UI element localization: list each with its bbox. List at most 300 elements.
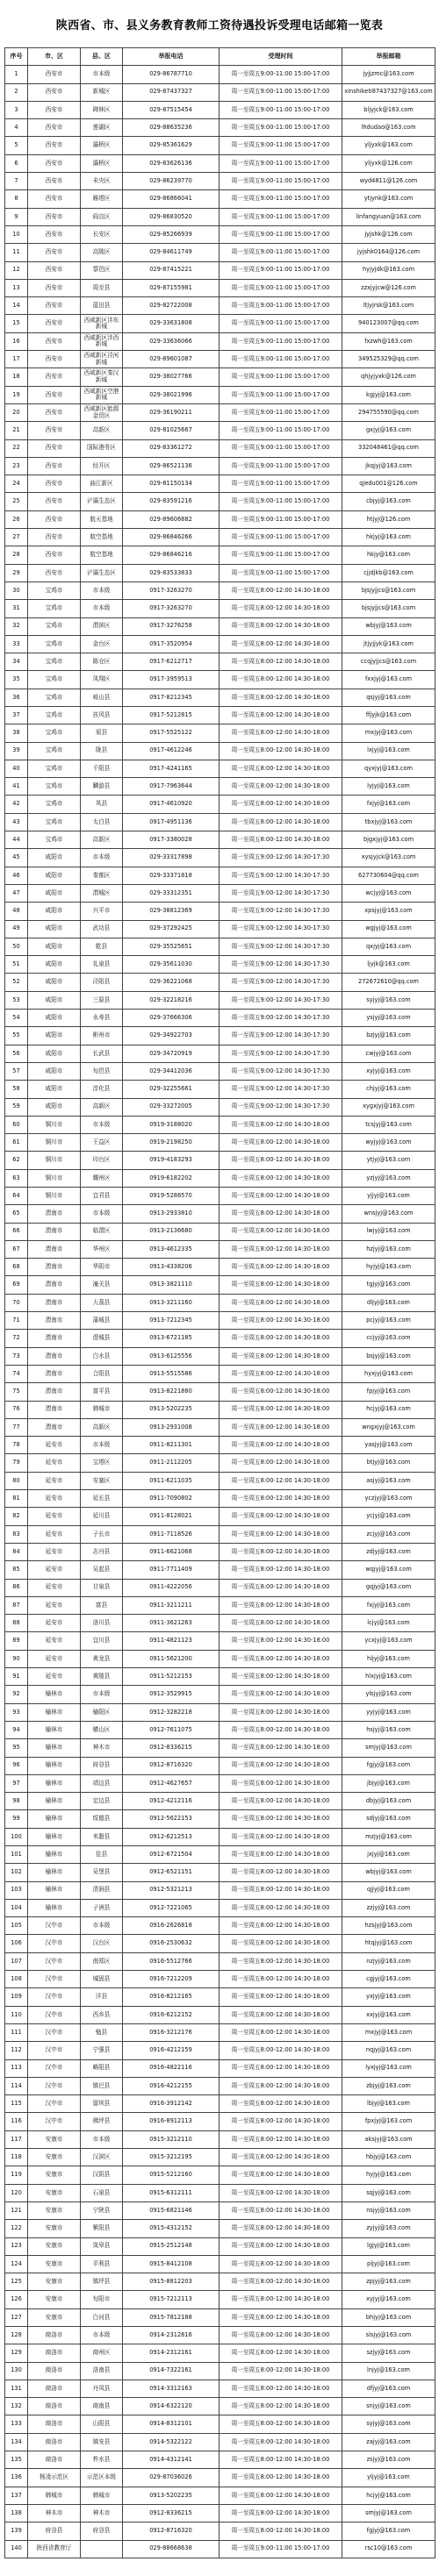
row-hours: 周一至周五8:00-12:00 14:30-18:00 <box>220 1793 342 1810</box>
table-row <box>5 475 435 493</box>
row-district: 佛坪县 <box>81 2113 123 2130</box>
row-district: 高新区 <box>81 1418 123 1436</box>
row-phone: 0917-4610920 <box>123 796 220 813</box>
row-email: hyjyj@163.com <box>342 1259 435 1276</box>
row-district: 长安区 <box>81 225 123 243</box>
table-row <box>5 671 435 689</box>
row-index: 4 <box>5 119 28 137</box>
row-email: bzjyj@163.com <box>342 1027 435 1045</box>
row-hours: 周一至周五8:00-12:00 14:30-18:00 <box>220 1632 342 1650</box>
row-email: bljyjck@163.com <box>342 101 435 118</box>
row-index: 28 <box>5 546 28 564</box>
row-phone: 0913-5202235 <box>123 2487 220 2504</box>
row-index: 98 <box>5 1793 28 1810</box>
row-district: 安塞区 <box>81 1472 123 1489</box>
row-index: 133 <box>5 2415 28 2433</box>
row-city: 安康市 <box>28 2201 81 2219</box>
row-index: 38 <box>5 724 28 742</box>
row-phone: 0915-7812188 <box>123 2308 220 2326</box>
row-phone: 029-81150134 <box>123 475 220 493</box>
row-city: 渭南市 <box>28 1312 81 1330</box>
row-district: 子长市 <box>81 1525 123 1543</box>
row-district <box>81 2540 123 2558</box>
table-row <box>5 1757 435 1774</box>
row-phone: 0911-6621068 <box>123 1543 220 1560</box>
row-hours: 周一至周五9:00-11:00 15:00-17:00 <box>220 154 342 172</box>
table-row <box>5 244 435 261</box>
table-row <box>5 510 435 528</box>
row-email: ysjyj@163.com <box>342 1010 435 1027</box>
row-email: syjyj@163.com <box>342 2415 435 2433</box>
row-phone: 029-89606882 <box>123 510 220 528</box>
row-index: 77 <box>5 1418 28 1436</box>
row-city: 汉中市 <box>28 2113 81 2130</box>
row-phone: 0911-3211211 <box>123 1596 220 1614</box>
row-email: slsjyj@163.com <box>342 2327 435 2344</box>
row-phone: 0912-3529915 <box>123 1686 220 1703</box>
row-index: 120 <box>5 2184 28 2201</box>
row-index: 23 <box>5 457 28 475</box>
row-hours: 周一至周五8:00-12:00 14:30-18:00 <box>220 1828 342 1845</box>
row-city: 渭南市 <box>28 1330 81 1347</box>
row-city: 汉中市 <box>28 2006 81 2023</box>
row-district: 西咸新区沣西新城 <box>81 332 123 350</box>
table-row <box>5 689 435 706</box>
row-district: 眉县 <box>81 724 123 742</box>
row-district: 华州区 <box>81 1240 123 1258</box>
row-index: 55 <box>5 1027 28 1045</box>
row-phone: 0916-4212155 <box>123 2077 220 2094</box>
table-row <box>5 1793 435 1810</box>
table-row <box>5 2308 435 2326</box>
row-phone: 0913-6721185 <box>123 1330 220 1347</box>
row-index: 44 <box>5 831 28 849</box>
row-email: bjsjyjjcs@163.com <box>342 600 435 617</box>
row-email: wcjyj@163.com <box>342 884 435 902</box>
row-email: xyjyj@163.com <box>342 2291 435 2308</box>
row-district: 镇安县 <box>81 2433 123 2451</box>
table-row <box>5 582 435 599</box>
row-hours: 周一至周五8:00-12:00 14:30-18:00 <box>220 760 342 777</box>
row-city: 咸阳市 <box>28 1010 81 1027</box>
row-city: 安康市 <box>28 2273 81 2291</box>
row-index: 39 <box>5 742 28 760</box>
row-hours: 周一至周五8:00-12:00 14:30-18:00 <box>220 813 342 831</box>
row-district: 白水县 <box>81 1347 123 1365</box>
row-hours: 周一至周五8:00-12:00 14:30-18:00 <box>220 1472 342 1489</box>
row-email: qsjyj@163.com <box>342 689 435 706</box>
table-row <box>5 2522 435 2540</box>
row-email: hkjy@163.com <box>342 546 435 564</box>
row-index: 110 <box>5 2006 28 2023</box>
row-city: 榆林市 <box>28 1774 81 1792</box>
table-row <box>5 1668 435 1686</box>
row-district: 神木市 <box>81 2504 123 2522</box>
row-email: dbjyj@163.com <box>342 1793 435 1810</box>
row-city: 安康市 <box>28 2166 81 2184</box>
row-district: 彬州市 <box>81 1027 123 1045</box>
row-phone: 0916-6212152 <box>123 2006 220 2023</box>
row-city: 延安市 <box>28 1490 81 1508</box>
row-city: 商洛市 <box>28 2398 81 2415</box>
row-email: yljyxk@163.com <box>342 137 435 154</box>
row-hours: 周一至周五9:00-11:00 15:00-17:00 <box>220 279 342 296</box>
table-row <box>5 154 435 172</box>
row-index: 105 <box>5 1917 28 1935</box>
row-city: 咸阳市 <box>28 1062 81 1080</box>
table-row <box>5 1259 435 1276</box>
row-email: szjyj@163.com <box>342 2344 435 2362</box>
row-city: 汉中市 <box>28 2059 81 2077</box>
row-index: 7 <box>5 173 28 190</box>
row-email: nsjyj@163.com <box>342 2201 435 2219</box>
row-phone: 029-88635236 <box>123 119 220 137</box>
row-index: 22 <box>5 439 28 457</box>
row-index: 1 <box>5 66 28 83</box>
row-hours: 周一至周五8:00-12:00 14:30-18:00 <box>220 2487 342 2504</box>
table-row <box>5 83 435 101</box>
row-hours: 周一至周五8:00-12:00 14:30-18:00 <box>220 2362 342 2380</box>
row-hours: 周一至周五8:00-12:00 14:30-18:00 <box>220 1223 342 1240</box>
row-index: 42 <box>5 796 28 813</box>
table-row <box>5 1134 435 1152</box>
row-phone: 029-37292425 <box>123 920 220 938</box>
table-row <box>5 2380 435 2397</box>
row-district: 陇县 <box>81 742 123 760</box>
row-phone: 029-83533833 <box>123 564 220 582</box>
row-email: 272672610@qq.com <box>342 974 435 991</box>
row-city: 渭南市 <box>28 1294 81 1311</box>
table-row <box>5 1561 435 1579</box>
table-row <box>5 884 435 902</box>
row-phone: 0914-3312163 <box>123 2380 220 2397</box>
row-hours: 周一至周五9:00-11:00 15:00-17:00 <box>220 173 342 190</box>
row-email: fxjyj@163.com <box>342 796 435 813</box>
table-row <box>5 2059 435 2077</box>
row-email: snjyj@163.com <box>342 2398 435 2415</box>
row-hours: 周一至周五8:00-12:00 14:30-18:00 <box>220 1988 342 2006</box>
row-district: 市本级 <box>81 849 123 867</box>
row-index: 3 <box>5 101 28 118</box>
row-hours: 周一至周五8:00-12:00 14:30-18:00 <box>220 1259 342 1276</box>
row-phone: 0912-6521151 <box>123 1864 220 1881</box>
row-email: fxjyj@163.com <box>342 1596 435 1614</box>
row-phone: 0915-8412108 <box>123 2255 220 2273</box>
row-phone: 0916-4212159 <box>123 2042 220 2059</box>
row-district: 商南县 <box>81 2398 123 2415</box>
row-district: 清涧县 <box>81 1881 123 1899</box>
row-phone: 0917-3263270 <box>123 600 220 617</box>
table-row <box>5 1703 435 1721</box>
row-city: 咸阳市 <box>28 867 81 884</box>
row-district: 岐山县 <box>81 689 123 706</box>
row-index: 47 <box>5 884 28 902</box>
row-index: 73 <box>5 1347 28 1365</box>
table-row <box>5 1971 435 1988</box>
row-city: 杨凌示范区 <box>28 2469 81 2487</box>
row-district: 黄龙县 <box>81 1650 123 1667</box>
table-row <box>5 279 435 296</box>
table-row <box>5 1881 435 1899</box>
row-hours: 周一至周五8:00-12:00 14:30-18:00 <box>220 1899 342 1916</box>
row-email: fgjyj@163.com <box>342 2522 435 2540</box>
row-index: 138 <box>5 2504 28 2522</box>
header-email: 举报邮箱 <box>342 48 435 66</box>
row-hours: 周一至周五8:00-12:00 14:30-18:00 <box>220 1401 342 1418</box>
row-email: cjjdjkb@163.com <box>342 564 435 582</box>
row-email: qyxjyj@163.com <box>342 760 435 777</box>
row-district: 市本级 <box>81 2130 123 2148</box>
row-district: 凤县 <box>81 796 123 813</box>
row-index: 59 <box>5 1098 28 1116</box>
row-city: 西安市 <box>28 66 81 83</box>
row-index: 8 <box>5 190 28 208</box>
table-row <box>5 2540 435 2558</box>
row-city: 延安市 <box>28 1615 81 1632</box>
row-phone: 0914-4312141 <box>123 2451 220 2469</box>
row-index: 85 <box>5 1561 28 1579</box>
row-district: 王益区 <box>81 1134 123 1152</box>
row-city: 铜川市 <box>28 1169 81 1187</box>
table-row <box>5 2149 435 2166</box>
row-hours: 周一至周五8:00-12:00 14:30-18:00 <box>220 1454 342 1472</box>
row-phone: 0917-8212345 <box>123 689 220 706</box>
table-row <box>5 813 435 831</box>
row-hours: 周一至周五8:00-12:00 14:30-18:00 <box>220 1312 342 1330</box>
row-district: 长武县 <box>81 1045 123 1062</box>
row-email: hljyj@163.com <box>342 1650 435 1667</box>
table-row <box>5 2362 435 2380</box>
row-hours: 周一至周五8:00-12:00 14:30-18:00 <box>220 1845 342 1863</box>
row-index: 66 <box>5 1223 28 1240</box>
table-row <box>5 2166 435 2184</box>
row-hours: 周一至周五8:00-12:00 14:30-18:00 <box>220 1205 342 1223</box>
row-email: hbjyj@163.com <box>342 2149 435 2166</box>
table-row <box>5 1365 435 1382</box>
table-row <box>5 2237 435 2255</box>
row-city: 宝鸡市 <box>28 778 81 796</box>
row-email: jbjyj@163.com <box>342 1774 435 1792</box>
row-city: 咸阳市 <box>28 956 81 974</box>
row-district: 佳县 <box>81 1845 123 1863</box>
row-phone: 029-87415221 <box>123 261 220 279</box>
row-phone: 029-83626136 <box>123 154 220 172</box>
row-email: hcjyj@163.com <box>342 1401 435 1418</box>
row-district: 镇巴县 <box>81 2077 123 2094</box>
table-row <box>5 1952 435 1970</box>
row-city: 榆林市 <box>28 1793 81 1810</box>
row-phone: 029-36221068 <box>123 974 220 991</box>
table-row <box>5 1010 435 1027</box>
row-district: 志丹县 <box>81 1543 123 1560</box>
row-email: jyjshk@126.com <box>342 225 435 243</box>
row-email: aksjyj@163.com <box>342 2130 435 2148</box>
row-city: 西安市 <box>28 422 81 439</box>
row-email: 294755590@qq.com <box>342 403 435 421</box>
row-email: tgjyj@163.com <box>342 1276 435 1294</box>
table-row <box>5 1437 435 1454</box>
row-district: 航空基地 <box>81 546 123 564</box>
row-city: 榆林市 <box>28 1703 81 1721</box>
row-hours: 周一至周五8:00-12:00 14:30-18:00 <box>220 831 342 849</box>
row-district: 西咸新区沣东新城 <box>81 315 123 332</box>
row-phone: 0916-2530632 <box>123 1935 220 1952</box>
row-phone: 0912-8716320 <box>123 2522 220 2540</box>
table-row <box>5 1205 435 1223</box>
row-email: bhjyj@163.com <box>342 2308 435 2326</box>
table-row <box>5 1045 435 1062</box>
row-email: smjyj@163.com <box>342 2504 435 2522</box>
row-hours: 周一至周五9:00-11:00 15:00-17:00 <box>220 510 342 528</box>
row-city: 咸阳市 <box>28 884 81 902</box>
row-hours: 周一至周五8:00-12:00 14:30-18:00 <box>220 1365 342 1382</box>
row-hours: 周一至周五9:00-11:00 15:00-17:00 <box>220 119 342 137</box>
row-city: 西安市 <box>28 154 81 172</box>
row-hours: 周一至周五9:00-11:00 15:00-17:00 <box>220 564 342 582</box>
row-district: 市本级 <box>81 1686 123 1703</box>
row-district: 甘泉县 <box>81 1579 123 1596</box>
row-email: btjyj@163.com <box>342 1454 435 1472</box>
row-city: 商洛市 <box>28 2451 81 2469</box>
row-index: 82 <box>5 1508 28 1525</box>
row-email: nzjyj@163.com <box>342 1952 435 1970</box>
row-city: 宝鸡市 <box>28 760 81 777</box>
row-hours: 周一至周五9:00-11:00 15:00-17:00 <box>220 368 342 386</box>
row-phone: 0917-3380028 <box>123 831 220 849</box>
header-hours: 受理时间 <box>220 48 342 66</box>
row-email: hyjyj@163.com <box>342 2166 435 2184</box>
row-city: 汉中市 <box>28 1988 81 2006</box>
row-city: 西安市 <box>28 493 81 510</box>
table-row <box>5 1240 435 1258</box>
row-hours: 周一至周五9:00-11:00 15:00-17:00 <box>220 244 342 261</box>
row-city: 延安市 <box>28 1472 81 1489</box>
row-email: wngxjyj@163.com <box>342 1418 435 1436</box>
table-row <box>5 2130 435 2148</box>
table-row <box>5 137 435 154</box>
row-district: 灞桥区 <box>81 137 123 154</box>
row-email: yxjyj@163.com <box>342 1988 435 2006</box>
row-hours: 周一至周五9:00-11:00 15:00-17:00 <box>220 332 342 350</box>
row-city: 西安市 <box>28 368 81 386</box>
table-row <box>5 2487 435 2504</box>
header-index: 序号 <box>5 48 28 66</box>
table-row <box>5 867 435 884</box>
row-district: 宝塔区 <box>81 1454 123 1472</box>
row-city: 铜川市 <box>28 1188 81 1205</box>
table-row <box>5 1686 435 1703</box>
table-row <box>5 1988 435 2006</box>
row-index: 122 <box>5 2220 28 2237</box>
table-row <box>5 760 435 777</box>
row-city: 汉中市 <box>28 1952 81 1970</box>
row-city: 咸阳市 <box>28 849 81 867</box>
row-index: 131 <box>5 2380 28 2397</box>
row-phone: 029-86239770 <box>123 173 220 190</box>
row-city: 宝鸡市 <box>28 796 81 813</box>
table-row <box>5 351 435 368</box>
table-row <box>5 724 435 742</box>
row-index: 52 <box>5 974 28 991</box>
row-index: 115 <box>5 2095 28 2113</box>
table-row <box>5 1864 435 1881</box>
row-email: hkjyj@163.com <box>342 529 435 546</box>
row-phone: 0915-7212113 <box>123 2291 220 2308</box>
table-row <box>5 2344 435 2362</box>
row-district: 宜川县 <box>81 1632 123 1650</box>
row-district: 定边县 <box>81 1793 123 1810</box>
row-hours: 周一至周五8:00-12:00 14:30-18:00 <box>220 1418 342 1436</box>
table-row <box>5 1615 435 1632</box>
row-hours: 周一至周五8:00-12:00 14:30-18:00 <box>220 1739 342 1757</box>
table-row <box>5 546 435 564</box>
row-index: 24 <box>5 475 28 493</box>
row-district: 高新区 <box>81 422 123 439</box>
row-phone: 029-86846216 <box>123 546 220 564</box>
row-index: 97 <box>5 1774 28 1792</box>
row-hours: 周一至周五9:00-11:00 15:00-17:00 <box>220 261 342 279</box>
row-district: 耀州区 <box>81 1169 123 1187</box>
row-district: 合阳县 <box>81 1365 123 1382</box>
row-district: 米脂县 <box>81 1828 123 1845</box>
row-city: 延安市 <box>28 1454 81 1472</box>
table-row <box>5 2273 435 2291</box>
table-row <box>5 1543 435 1560</box>
row-index: 117 <box>5 2130 28 2148</box>
table-row <box>5 653 435 671</box>
row-index: 45 <box>5 849 28 867</box>
row-hours: 周一至周五8:00-12:00 14:30-18:00 <box>220 2327 342 2344</box>
row-phone: 0916-3912142 <box>123 2095 220 2113</box>
row-district: 蒲城县 <box>81 1312 123 1330</box>
row-email: hlxjyj@163.com <box>342 1668 435 1686</box>
row-phone: 0917-7963644 <box>123 778 220 796</box>
row-district: 航空基地 <box>81 529 123 546</box>
row-district: 榆阳区 <box>81 1703 123 1721</box>
table-row <box>5 422 435 439</box>
row-index: 2 <box>5 83 28 101</box>
row-phone: 0916-5512766 <box>123 1952 220 1970</box>
row-phone: 0913-6125556 <box>123 1347 220 1365</box>
row-index: 27 <box>5 529 28 546</box>
row-city: 咸阳市 <box>28 920 81 938</box>
row-district: 碑林区 <box>81 101 123 118</box>
row-hours: 周一至周五8:00-12:00 14:30-18:00 <box>220 2255 342 2273</box>
table-row <box>5 261 435 279</box>
row-hours: 周一至周五8:00-12:00 14:30-18:00 <box>220 1757 342 1774</box>
row-district: 市本级 <box>81 1205 123 1223</box>
row-hours: 周一至周五8:00-12:00 14:30-18:00 <box>220 653 342 671</box>
row-district: 西咸新区秦汉新城 <box>81 368 123 386</box>
row-hours: 周一至周五9:00-12:00 14:30-17:30 <box>220 1062 342 1080</box>
row-email: cgjyj@163.com <box>342 1971 435 1988</box>
row-phone: 0915-3212195 <box>123 2149 220 2166</box>
row-district: 韩城市 <box>81 1401 123 1418</box>
row-email: ccqjyjjcs@163.com <box>342 653 435 671</box>
row-index: 10 <box>5 225 28 243</box>
row-index: 9 <box>5 208 28 225</box>
row-email: gxjyj@163.com <box>342 422 435 439</box>
row-city: 咸阳市 <box>28 1027 81 1045</box>
table-row <box>5 1774 435 1792</box>
row-district: 西咸新区能源金贸区 <box>81 403 123 421</box>
row-email: jtjyjjyk@163.com <box>342 635 435 653</box>
row-city: 宝鸡市 <box>28 813 81 831</box>
row-index: 32 <box>5 617 28 635</box>
row-district: 浐灞生态区 <box>81 493 123 510</box>
row-city: 西安市 <box>28 137 81 154</box>
row-index: 61 <box>5 1134 28 1152</box>
